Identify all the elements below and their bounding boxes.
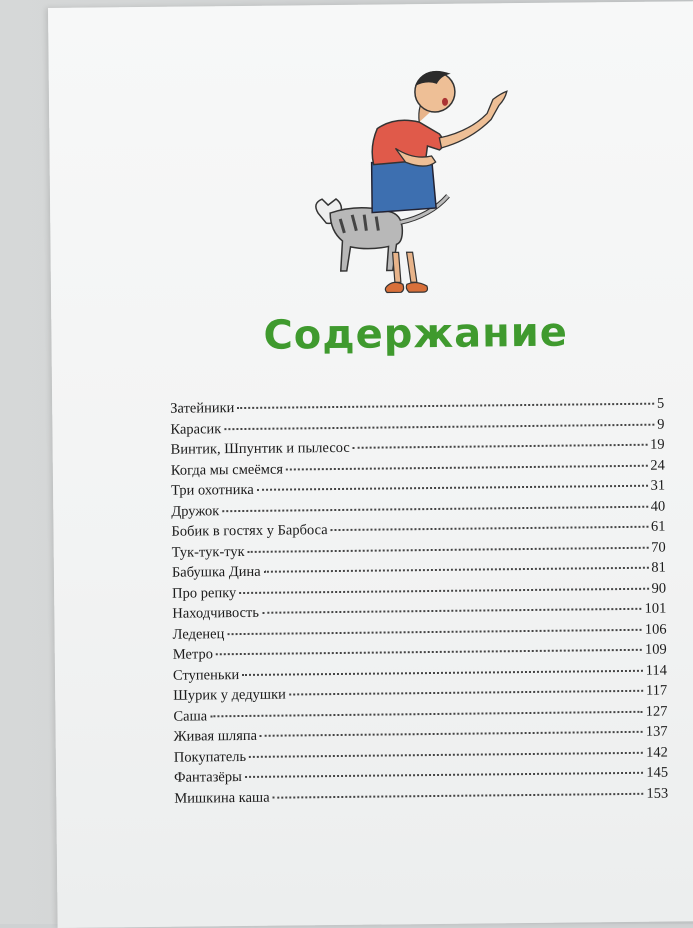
toc-entry-page: 142 — [645, 744, 668, 761]
dot-leader — [216, 649, 642, 655]
toc-entry-title: Саша — [173, 707, 208, 725]
toc-entry-title: Мишкина каша — [174, 789, 270, 807]
dot-leader — [245, 772, 643, 778]
toc-entry-title: Дружок — [171, 502, 220, 520]
toc-entry-page: 9 — [657, 416, 665, 433]
dot-leader — [239, 587, 648, 593]
dot-leader — [237, 403, 654, 409]
dot-leader — [210, 710, 643, 717]
dot-leader — [262, 608, 642, 614]
toc-entry-page: 24 — [650, 457, 665, 474]
toc-entry-title: Про репку — [172, 584, 237, 602]
toc-entry-page: 70 — [651, 539, 666, 556]
dot-leader — [249, 751, 643, 757]
dot-leader — [222, 505, 648, 511]
toc-entry-page: 106 — [644, 621, 667, 638]
dot-leader — [224, 423, 654, 430]
toc-entry — [174, 785, 668, 811]
toc-entry-title: Карасик — [170, 420, 222, 438]
book-page — [48, 1, 693, 928]
dot-leader — [353, 444, 647, 449]
toc-entry-title: Винтик, Шпунтик и пылесос — [170, 439, 350, 458]
toc-entry-page: 31 — [650, 477, 666, 494]
toc-entry-page: 101 — [644, 600, 667, 617]
toc-entry-title: Три охотника — [170, 481, 254, 499]
toc-entry-page: 90 — [651, 580, 667, 597]
table-of-contents — [170, 396, 668, 811]
dot-leader — [227, 628, 641, 634]
toc-entry-page: 127 — [645, 703, 668, 720]
dot-leader — [289, 690, 643, 696]
toc-entry-page: 109 — [644, 641, 667, 658]
toc-entry-page: 117 — [645, 682, 668, 699]
toc-entry-title: Затейники — [170, 400, 235, 417]
dot-leader — [331, 526, 648, 531]
toc-entry-title: Бабушка Дина — [171, 563, 261, 581]
toc-entry-page: 40 — [650, 498, 666, 515]
toc-entry-page: 5 — [656, 395, 665, 412]
toc-entry-page: 137 — [645, 723, 668, 740]
toc-entry-title: Метро — [172, 646, 214, 663]
dot-leader — [248, 546, 649, 552]
heading-text: Содержание — [263, 309, 569, 359]
boy-and-cat-illustration — [299, 61, 516, 298]
toc-entry-page: 114 — [645, 662, 668, 679]
toc-entry-title: Живая шляпа — [173, 727, 258, 745]
toc-entry-page: 81 — [651, 559, 666, 576]
toc-entry-title: Ступеньки — [172, 666, 240, 684]
toc-entry-title: Шурик у дедушки — [173, 686, 286, 704]
dot-leader — [242, 669, 643, 675]
toc-entry-page: 145 — [646, 764, 669, 781]
toc-entry-title: Находчивость — [172, 604, 260, 622]
dot-leader — [264, 567, 649, 573]
toc-entry-page: 61 — [650, 518, 666, 535]
toc-entry-title: Тук-тук-тук — [171, 543, 245, 561]
toc-entry-title: Когда мы смеёмся — [170, 461, 284, 479]
toc-entry-title: Фантазёры — [173, 769, 242, 786]
dot-leader — [257, 485, 648, 491]
toc-entry-title: Бобик в гостях у Барбоса — [171, 522, 328, 540]
toc-entry-page: 19 — [650, 436, 665, 453]
toc-entry-title: Покупатель — [173, 748, 247, 766]
toc-entry-title: Леденец — [172, 625, 225, 643]
page-title — [263, 309, 569, 359]
dot-leader — [273, 792, 644, 798]
toc-entry-page: 153 — [646, 785, 669, 802]
dot-leader — [260, 731, 643, 737]
dot-leader — [286, 464, 647, 470]
